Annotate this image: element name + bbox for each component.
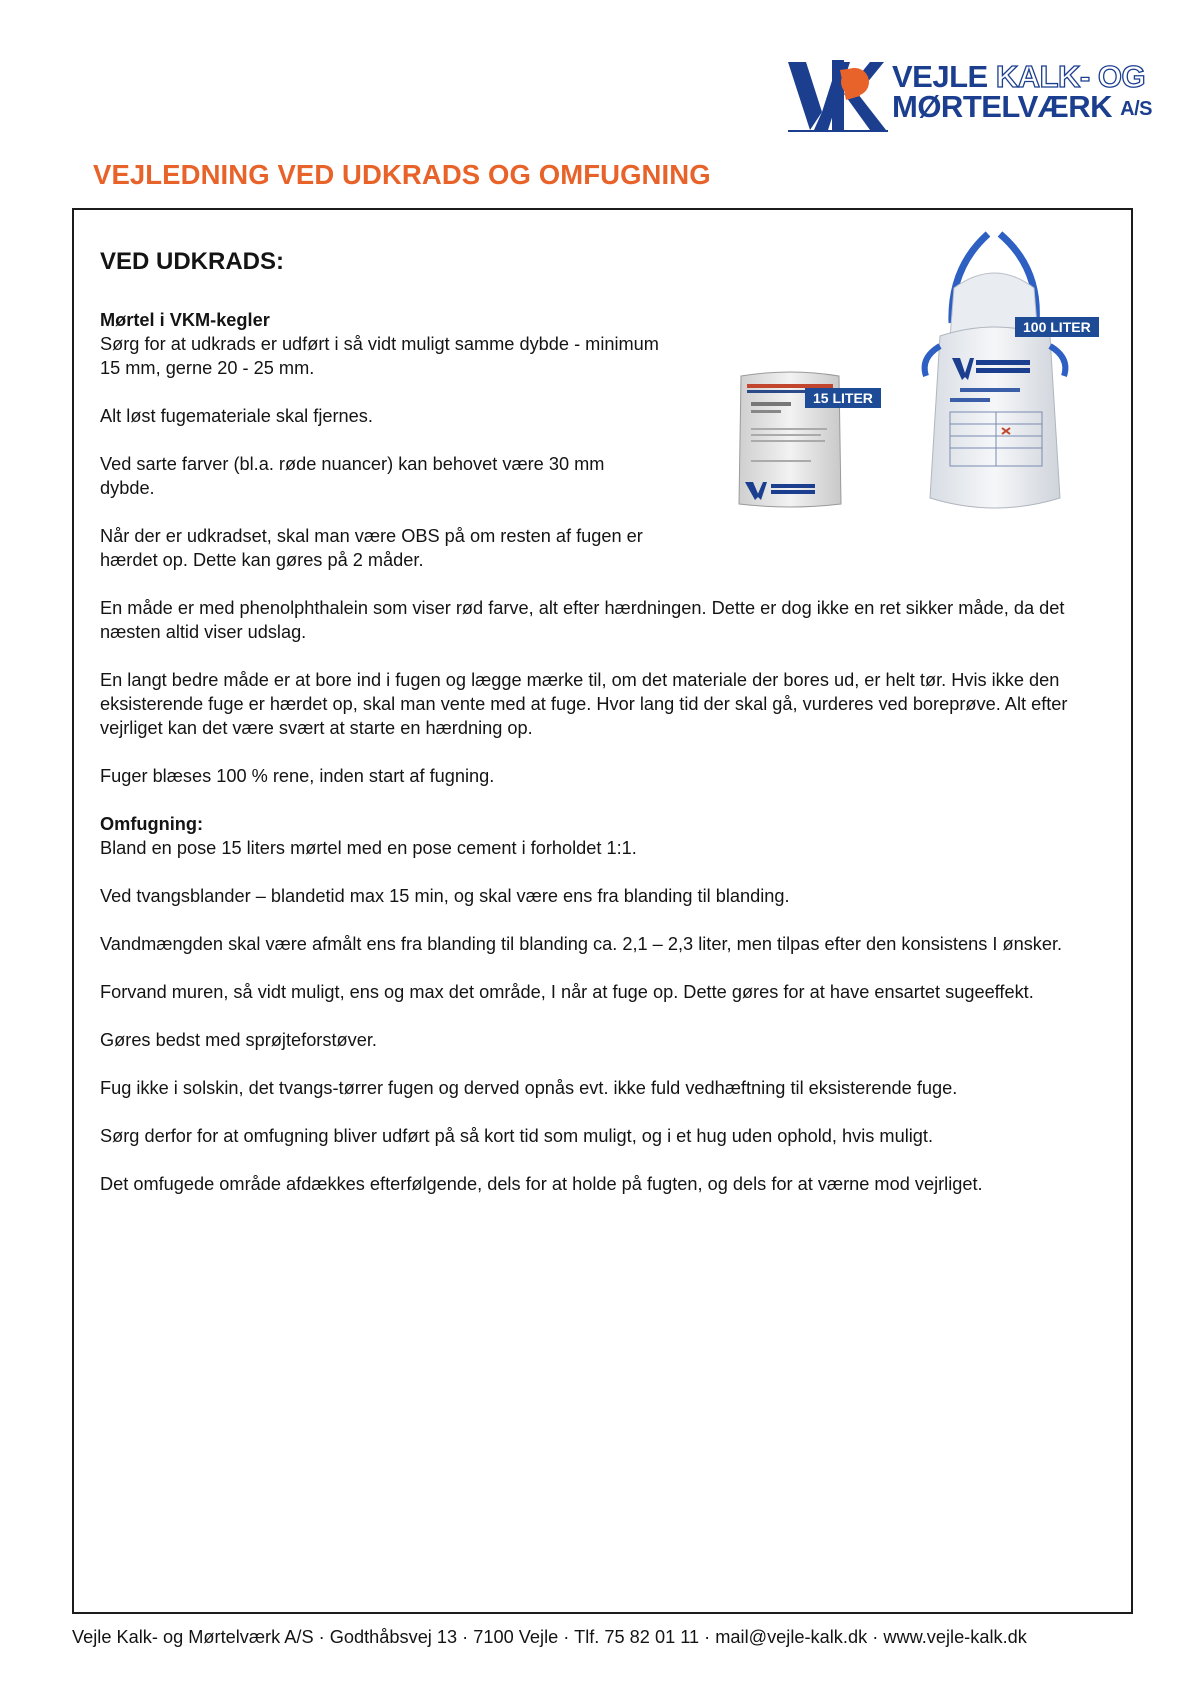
logo-word-vejle: VEJLE [892,59,996,94]
paragraph: Ved tvangsblander – blandetid max 15 min, og skal være ens fra blanding til blanding. [100,886,790,906]
subheading-omfugning: Omfugning: [100,814,204,834]
paragraph: Fuger blæses 100 % rene, inden start af fugning. [100,766,495,786]
paragraph-text: Bland en pose 15 liters mørtel med en pose cement i forholdet 1:1. [100,838,637,858]
paragraph-mortel [100,308,660,380]
paragraph-omfugning [100,812,1120,860]
section-heading-udkrads: VED UDKRADS: [100,248,285,275]
paragraph: Sørg derfor for at omfugning bliver udført på så kort tid som muligt, og i et hug uden ophold, hvis muligt. [100,1126,933,1146]
big-bag-tag: 100 LITER [1015,317,1099,337]
logo-word-kalk-og: KALK- OG [995,59,1146,94]
small-bag-tag: 15 LITER [805,388,881,408]
logo-line-1 [892,59,1152,94]
paragraph: En måde er med phenolphthalein som viser rød farve, alt efter hærdningen. Dette er dog ikke en ret sikker måde, da det næsten altid viser udslag. [100,598,1065,642]
logo-wordmark [892,59,1152,124]
paragraph: Forvand muren, så vidt muligt, ens og max det område, I når at fuge op. Dette gøres for at have ensartet sugeeffekt. [100,982,1034,1002]
vkm-logo-mark-icon [788,56,888,134]
logo-word-mortelvaerk: MØRTELVÆRK [892,89,1113,124]
paragraph: Vandmængden skal være afmålt ens fra blanding til blanding ca. 2,1 – 2,3 liter, men tilpas efter den konsistens I ønsker. [100,934,1063,954]
logo-line-2 [892,89,1152,124]
paragraph: Når der er udkradset, skal man være OBS på om resten af fugen er hærdet op. Dette kan gøres på 2 måder. [100,526,643,570]
paragraph: Det omfugede område afdækkes efterfølgende, dels for at holde på fugten, og dels for at værne mod vejrliget. [100,1174,983,1194]
paragraph: Alt løst fugemateriale skal fjernes. [100,406,373,426]
footer-contact: Vejle Kalk- og Mørtelværk A/S · Godthåbsvej 13 · 7100 Vejle · Tlf. 75 82 01 11 · mail@vejle-kalk.dk · www.vejle-kalk.dk [72,1627,1027,1647]
document-body [100,247,1120,1220]
paragraph: Fug ikke i solskin, det tvangs-tørrer fugen og derved opnås evt. ikke fuld vedhæftning til eksisterende fuge. [100,1078,958,1098]
logo-suffix-as: A/S [1120,98,1152,120]
paragraph: Gøres bedst med sprøjteforstøver. [100,1030,377,1050]
paragraph: En langt bedre måde er at bore ind i fugen og lægge mærke til, om det materiale der bores ud, er helt tør. Hvis ikke den eksisterende fuge er hærdet op, skal man vente med at fuge. Hvor lang tid der skal gå, vurderes ved boreprøve. Alt efter vejrliget kan det være svært at starte en hærdning op. [100,670,1068,738]
page-title: VEJLEDNING VED UDKRADS OG OMFUGNING [93,159,711,190]
paragraph-text: Sørg for at udkrads er udført i så vidt muligt samme dybde - minimum 15 mm, gerne 20 - 25 mm. [100,334,659,378]
company-logo [788,56,1152,134]
subheading-mortel-vkm: Mørtel i VKM-kegler [100,310,270,330]
paragraph: Ved sarte farver (bl.a. røde nuancer) kan behovet være 30 mm dybde. [100,454,605,498]
